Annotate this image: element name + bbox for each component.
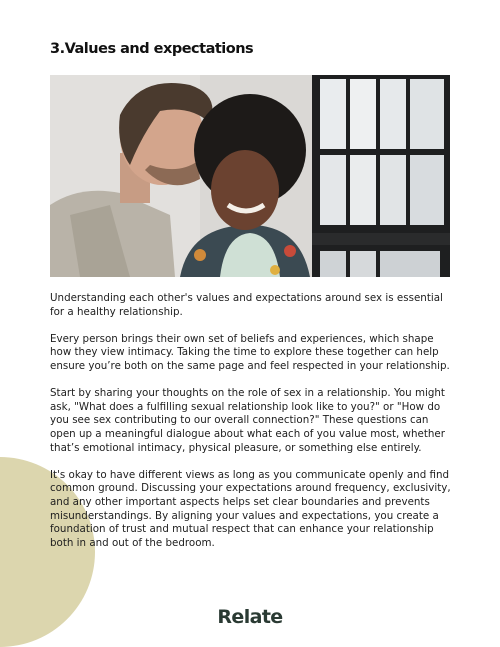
paragraph-4: It's okay to have different views as long as you communicate openly and find common ground. Discussing your expectations around frequency, exclusivity, and any other important aspects helps set clear boundaries and prevents misunderstandings. By aligning your values and expectations, you create a foundation of trust and mutual respect that can enhance your relationship both in and out of the bedroom. bbox=[50, 468, 451, 549]
relate-logo: Relate bbox=[217, 606, 283, 628]
couple-photo bbox=[50, 75, 450, 277]
paragraph-2: Every person brings their own set of beliefs and experiences, which shape how they view intimacy. Taking the time to explore these together can help ensure you’re both on the same page and feel respected in your relationship. bbox=[50, 332, 450, 372]
paragraph-1: Understanding each other's values and expectations around sex is essential for a healthy relationship. bbox=[50, 292, 443, 318]
body-text bbox=[50, 292, 452, 564]
paragraph-3: Start by sharing your thoughts on the role of sex in a relationship. You might ask, "What does a fulfilling sexual relationship look like to you?" or "How do you see sex contributing to our overall connection?" These questions can open up a meaningful dialogue about what each of you value most, whether that’s emotional intimacy, physical pleasure, or something else entirely. bbox=[50, 387, 445, 454]
section-title: 3.Values and expectations bbox=[50, 41, 254, 57]
